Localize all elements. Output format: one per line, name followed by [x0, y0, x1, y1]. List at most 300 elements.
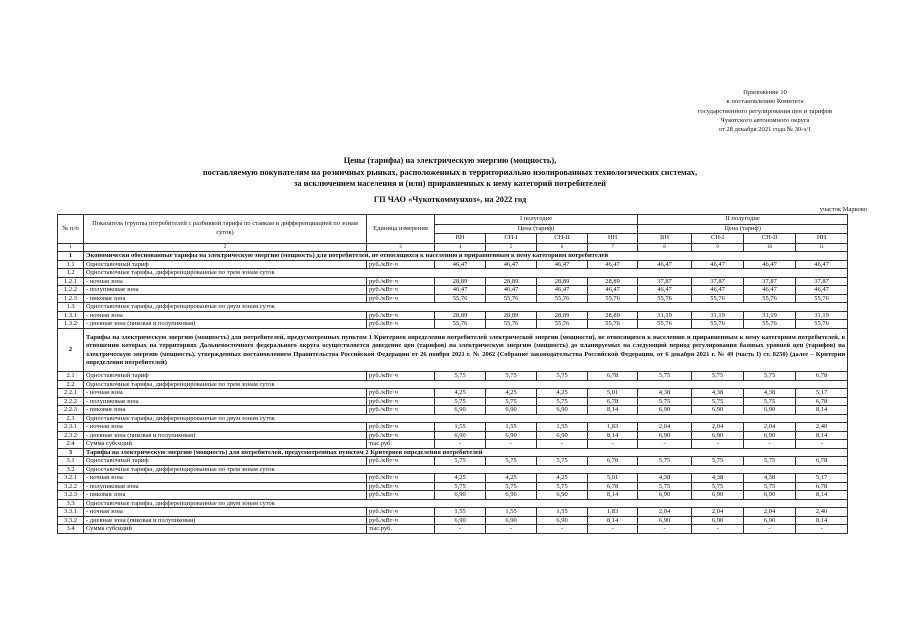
row-indicator: - ночная зона [84, 311, 367, 320]
annex-line: к постановлению Комитета [726, 98, 804, 106]
row-value: 55,76 [692, 294, 744, 303]
row-indicator: Одноставочные тарифы, дифференцированные по двум зонам суток [84, 414, 848, 423]
row-value: 5,75 [744, 397, 796, 406]
row-value: 31,19 [692, 311, 744, 320]
row-value: 1,55 [537, 508, 588, 517]
row-value: - [796, 440, 848, 449]
title-line: за исключением населения и (или) приравненных к нему категорий потребителей [294, 179, 606, 189]
column-number: 3 [367, 243, 435, 252]
row-num: 2.2.2 [58, 397, 84, 406]
row-num: 2.4 [58, 440, 84, 449]
row-num: 3.2.1 [58, 474, 84, 483]
row-value: 8,14 [588, 431, 638, 440]
row-value: 6,78 [588, 457, 638, 466]
row-value: 6,90 [638, 431, 692, 440]
row-value: 1,55 [435, 423, 486, 432]
header-sn2: СН-II [537, 234, 588, 244]
row-unit: руб./кВт·ч [367, 423, 435, 432]
header-sn1: СН-I [692, 234, 744, 244]
row-value: 28,89 [537, 277, 588, 286]
header-vn: ВН [435, 234, 486, 244]
header-num: № п/п [58, 215, 84, 244]
table-row [58, 406, 848, 415]
row-value: 1,55 [486, 423, 537, 432]
table-row [58, 260, 848, 269]
row-value: 8,14 [796, 516, 848, 525]
row-value: 4,25 [537, 389, 588, 398]
row-value: 5,75 [692, 397, 744, 406]
row-indicator: - пиковая зона [84, 491, 367, 500]
row-value: 28,89 [588, 311, 638, 320]
row-indicator: Одноставочные тарифы, дифференцированные по трем зонам суток [84, 269, 848, 278]
annex-line: государственного регулирования цен и тарифов [697, 107, 833, 115]
row-unit: руб./кВт·ч [367, 406, 435, 415]
row-value: 8,14 [796, 406, 848, 415]
row-indicator: - пиковая зона [84, 406, 367, 415]
row-value: 5,75 [537, 457, 588, 466]
row-unit: тыс.руб. [367, 440, 435, 449]
row-value: 5,75 [692, 372, 744, 381]
header-nn: НН [588, 234, 638, 244]
row-value: - [638, 525, 692, 534]
row-value: 55,76 [796, 320, 848, 329]
row-value: 4,38 [638, 474, 692, 483]
table-row [58, 294, 848, 303]
row-unit: руб./кВт·ч [367, 372, 435, 381]
table-row [58, 252, 848, 261]
header-sn2: СН-II [744, 234, 796, 244]
row-indicator: - полупиковая зона [84, 397, 367, 406]
row-value: 5,75 [692, 482, 744, 491]
row-value: 6,90 [435, 516, 486, 525]
row-num: 1.2.2 [58, 286, 84, 295]
row-value: 46,47 [435, 260, 486, 269]
row-value: 55,76 [486, 320, 537, 329]
row-value: 6,90 [638, 491, 692, 500]
row-value: 6,90 [744, 431, 796, 440]
row-num: 2.2.3 [58, 406, 84, 415]
annex-block [680, 88, 850, 134]
table-row [58, 508, 848, 517]
header-vn: ВН [638, 234, 692, 244]
row-value: - [435, 525, 486, 534]
row-indicator: Одноставочные тарифы, дифференцированные по двум зонам суток [84, 499, 848, 508]
row-value: 46,47 [692, 286, 744, 295]
row-value: 5,75 [435, 372, 486, 381]
row-num: 3.3.1 [58, 508, 84, 517]
row-value: 6,90 [486, 406, 537, 415]
row-value: 37,87 [744, 277, 796, 286]
row-value: 6,90 [744, 516, 796, 525]
table-row [58, 516, 848, 525]
row-value: 4,38 [638, 389, 692, 398]
row-value: 5,75 [692, 457, 744, 466]
row-value: 28,89 [486, 277, 537, 286]
row-value: 6,90 [692, 491, 744, 500]
row-unit: руб./кВт·ч [367, 474, 435, 483]
row-num: 1.3.2 [58, 320, 84, 329]
row-value: 4,38 [692, 474, 744, 483]
row-num: 2.1 [58, 372, 84, 381]
row-value: 2,04 [692, 508, 744, 517]
row-indicator: Одноставочный тариф [84, 372, 367, 381]
row-num: 3.3.2 [58, 516, 84, 525]
row-value: 4,25 [486, 474, 537, 483]
row-unit: руб./кВт·ч [367, 389, 435, 398]
row-indicator: - дневная зона (пиковая и полупиковая) [84, 431, 367, 440]
row-indicator: Одноставочный тариф [84, 457, 367, 466]
row-value: 1,83 [588, 508, 638, 517]
column-number: 2 [84, 243, 367, 252]
row-value: 6,90 [537, 431, 588, 440]
row-value: - [796, 525, 848, 534]
row-indicator: Одноставочные тарифы, дифференцированные по трем зонам суток [84, 380, 848, 389]
row-value: 5,75 [435, 397, 486, 406]
row-value: 4,38 [744, 389, 796, 398]
row-unit: руб./кВт·ч [367, 286, 435, 295]
table-row [58, 431, 848, 440]
row-value: 46,47 [486, 286, 537, 295]
row-value: - [537, 525, 588, 534]
row-num: 3.2.2 [58, 482, 84, 491]
row-value: 46,47 [744, 260, 796, 269]
row-value: 55,76 [435, 294, 486, 303]
document-title [60, 155, 840, 205]
row-unit: руб./кВт·ч [367, 277, 435, 286]
row-num: 3.4 [58, 525, 84, 534]
row-value: 46,47 [588, 260, 638, 269]
row-value: 28,89 [486, 311, 537, 320]
row-value: 1,55 [435, 508, 486, 517]
table-body-section-2-3 [58, 372, 848, 534]
row-num: 1.3.1 [58, 311, 84, 320]
row-value: 55,76 [638, 294, 692, 303]
row-value: 6,90 [692, 431, 744, 440]
row-value: 5,75 [435, 457, 486, 466]
row-value: 4,25 [537, 474, 588, 483]
table-row [58, 303, 848, 312]
row-value: 2,04 [744, 508, 796, 517]
row-value: 55,76 [744, 320, 796, 329]
row-value: 46,47 [537, 260, 588, 269]
row-value: 55,76 [796, 294, 848, 303]
row-value: 6,90 [486, 491, 537, 500]
row-unit: руб./кВт·ч [367, 482, 435, 491]
row-unit: руб./кВт·ч [367, 516, 435, 525]
row-value: 5,75 [486, 397, 537, 406]
row-value: 5,01 [588, 474, 638, 483]
row-unit: руб./кВт·ч [367, 320, 435, 329]
column-number: 8 [638, 243, 692, 252]
row-indicator: - пиковая зона [84, 294, 367, 303]
header-half-1: I полугодие [435, 215, 638, 225]
row-indicator: - дневная зона (пиковая и полупиковая) [84, 516, 367, 525]
row-value: 31,19 [638, 311, 692, 320]
row-value: 6,90 [435, 491, 486, 500]
row-indicator: - дневная зона (пиковая и полупиковая) [84, 320, 367, 329]
row-value: 2,04 [692, 423, 744, 432]
row-value: - [588, 440, 638, 449]
row-value: - [486, 525, 537, 534]
table-row [58, 474, 848, 483]
row-value: 5,75 [486, 482, 537, 491]
row-value: 8,14 [796, 431, 848, 440]
row-value: 5,75 [486, 457, 537, 466]
row-value: 31,19 [744, 311, 796, 320]
row-unit: руб./кВт·ч [367, 431, 435, 440]
table-body-section-2-heading [58, 328, 848, 372]
row-unit: руб./кВт·ч [367, 508, 435, 517]
row-value: 4,38 [744, 474, 796, 483]
row-value: 6,90 [638, 406, 692, 415]
row-value: - [588, 525, 638, 534]
row-value: 55,76 [537, 320, 588, 329]
row-num: 3.2.3 [58, 491, 84, 500]
row-value: 55,76 [588, 320, 638, 329]
row-value: - [744, 525, 796, 534]
column-number: 7 [588, 243, 638, 252]
row-value: 5,17 [796, 474, 848, 483]
row-value: 6,90 [435, 406, 486, 415]
row-value: - [537, 440, 588, 449]
row-value: - [486, 440, 537, 449]
row-value: - [435, 440, 486, 449]
row-value: 2,40 [796, 423, 848, 432]
column-number: 4 [435, 243, 486, 252]
section-2-row [58, 328, 848, 372]
row-value: 5,75 [744, 457, 796, 466]
row-num: 2 [58, 328, 84, 372]
row-value: 6,90 [537, 406, 588, 415]
table-row [58, 277, 848, 286]
row-value: 6,90 [692, 516, 744, 525]
row-value: 46,47 [435, 286, 486, 295]
row-indicator: - ночная зона [84, 389, 367, 398]
row-value: 6,90 [638, 516, 692, 525]
row-value: 46,47 [537, 286, 588, 295]
header-nn: НН [796, 234, 848, 244]
row-num: 2.3.2 [58, 431, 84, 440]
table-header [58, 215, 848, 252]
row-unit: руб./кВт·ч [367, 491, 435, 500]
row-unit: руб./кВт·ч [367, 260, 435, 269]
annex-line: от 28 декабря 2021 года № 30-э/1 [718, 126, 812, 134]
row-value: 1,55 [537, 423, 588, 432]
row-value: - [692, 525, 744, 534]
row-num: 2.2.1 [58, 389, 84, 398]
row-value: - [638, 440, 692, 449]
row-value: 55,76 [588, 294, 638, 303]
row-value: 6,90 [435, 431, 486, 440]
table-row [58, 465, 848, 474]
table-row [58, 320, 848, 329]
row-value: 6,78 [796, 397, 848, 406]
row-value: 2,04 [744, 423, 796, 432]
row-value: 6,78 [588, 482, 638, 491]
row-value: 46,47 [796, 260, 848, 269]
row-num: 3.2 [58, 465, 84, 474]
row-value: 28,89 [435, 277, 486, 286]
annex-line: Приложение 10 [743, 89, 787, 96]
row-indicator: - ночная зона [84, 474, 367, 483]
header-unit: Единица измерения [367, 215, 435, 244]
row-value: 37,87 [638, 277, 692, 286]
row-value: 1,83 [588, 423, 638, 432]
row-value: 6,90 [692, 406, 744, 415]
row-value: 28,89 [588, 277, 638, 286]
row-value: - [744, 440, 796, 449]
row-value: 6,90 [537, 491, 588, 500]
row-value: 2,04 [638, 423, 692, 432]
row-num: 1.1 [58, 260, 84, 269]
table-body-section-1 [58, 252, 848, 329]
row-value: 5,75 [486, 372, 537, 381]
table-row [58, 397, 848, 406]
row-value: 6,90 [744, 491, 796, 500]
table-row [58, 380, 848, 389]
row-num: 1.2 [58, 269, 84, 278]
table-row [58, 499, 848, 508]
row-value: 5,75 [638, 457, 692, 466]
table-row [58, 311, 848, 320]
table-row [58, 389, 848, 398]
row-value: 55,76 [744, 294, 796, 303]
row-value: 8,14 [588, 516, 638, 525]
row-value: 46,47 [638, 286, 692, 295]
row-value: 4,25 [435, 389, 486, 398]
table-row [58, 414, 848, 423]
row-value: 28,89 [537, 311, 588, 320]
row-value: 6,78 [796, 372, 848, 381]
section-2-text: Тарифы на электрическую энергию (мощность) для потребителей, предусмотренных пунктом 1 Критериев определения потребителей электрической энергии (мощности), не относящихся к населению и приравненным к нему категориям потребителей, в отношении которых на территориях Дальневосточного федерального округа осуществляется доведение цен (тарифов) на электрическую энергию (мощность) до планируемых на следующий период регулирования базовых уровней цен (тарифов) на электрическую энергию (мощность), утвержденных постановлением Правительства Российской Федерации от 26 ноября 2021 г. № 2062 (Собрание законодательства Российской Федерации, от 6 декабря 2021 г. № 49 (часть I) ст. 8250) (далее – Критерии определения потребителей) [84, 328, 848, 372]
row-value: 6,78 [796, 482, 848, 491]
annex-line: Чукотского автономного округа [720, 116, 810, 124]
column-number: 5 [486, 243, 537, 252]
row-num: 2.3 [58, 414, 84, 423]
row-unit: руб./кВт·ч [367, 457, 435, 466]
row-value: 31,19 [796, 311, 848, 320]
table-row [58, 269, 848, 278]
row-num: 2.2 [58, 380, 84, 389]
row-value: 8,14 [588, 491, 638, 500]
row-indicator: Тарифы на электрическую энергию (мощность) для потребителей, предусмотренных пунктом 2 Критериев определения потребителей [84, 448, 848, 457]
row-value: 6,90 [537, 516, 588, 525]
row-num: 3.1 [58, 457, 84, 466]
row-value: 4,38 [692, 389, 744, 398]
row-indicator: - ночная зона [84, 508, 367, 517]
row-value: 55,76 [537, 294, 588, 303]
row-num: 3.3 [58, 499, 84, 508]
column-number: 6 [537, 243, 588, 252]
column-number: 10 [744, 243, 796, 252]
row-indicator: Сумма субсидий [84, 440, 367, 449]
table-row [58, 372, 848, 381]
row-value: 46,47 [486, 260, 537, 269]
row-value: 55,76 [486, 294, 537, 303]
row-value: 8,14 [796, 491, 848, 500]
organization-name: ГП ЧАО «Чукоткоммунхоз», на 2022 год [373, 194, 527, 204]
row-unit: руб./кВт·ч [367, 311, 435, 320]
row-value: 55,76 [638, 320, 692, 329]
row-value: 8,14 [588, 406, 638, 415]
row-value: 5,75 [638, 482, 692, 491]
tariff-table [57, 214, 848, 534]
row-value: 28,89 [435, 311, 486, 320]
table-row [58, 440, 848, 449]
row-value: 46,47 [796, 286, 848, 295]
table-row [58, 448, 848, 457]
column-number: 9 [692, 243, 744, 252]
header-indicator: Показатель (группы потребителей с разбивкой тарифа по ставкам и дифференциацией по зонам суток) [84, 215, 367, 244]
row-num: 3 [58, 448, 84, 457]
row-value: 2,40 [796, 508, 848, 517]
header-sn1: СН-I [486, 234, 537, 244]
row-value: 46,47 [588, 286, 638, 295]
row-indicator: Экономически обоснованные тарифы на электрическую энергию (мощность) для потребителей, не относящихся к населению и приравненным к нему категориям потребителей [84, 252, 848, 261]
row-value: 5,17 [796, 389, 848, 398]
table-row [58, 286, 848, 295]
row-value: 6,90 [744, 406, 796, 415]
row-indicator: Одноставочные тарифы, дифференцированные по трем зонам суток [84, 465, 848, 474]
row-indicator: Сумма субсидий [84, 525, 367, 534]
table-row [58, 491, 848, 500]
row-value: 37,87 [692, 277, 744, 286]
row-indicator: Одноставочный тариф [84, 260, 367, 269]
row-value: 2,04 [638, 508, 692, 517]
row-value: 5,75 [638, 397, 692, 406]
table-row [58, 457, 848, 466]
row-num: 1 [58, 252, 84, 261]
row-unit: руб./кВт·ч [367, 294, 435, 303]
row-num: 2.3.1 [58, 423, 84, 432]
row-value: 46,47 [638, 260, 692, 269]
row-value: 6,78 [588, 372, 638, 381]
row-value: 1,55 [486, 508, 537, 517]
row-value: 55,76 [692, 320, 744, 329]
row-value: 6,78 [588, 397, 638, 406]
row-value: 6,90 [486, 516, 537, 525]
column-number: 1 [58, 243, 84, 252]
table-row [58, 423, 848, 432]
row-indicator: - ночная зона [84, 277, 367, 286]
row-value: 4,25 [435, 474, 486, 483]
row-num: 1.2.1 [58, 277, 84, 286]
row-value: 4,25 [486, 389, 537, 398]
row-value: 37,87 [796, 277, 848, 286]
title-line: поставляемую покупателям на розничных рынках, расположенных в территориально изолированных технологических системах, [202, 167, 698, 177]
row-value: 5,75 [638, 372, 692, 381]
header-half-2: II полугодие [638, 215, 848, 225]
row-value: 5,75 [435, 482, 486, 491]
row-unit: тыс.руб. [367, 525, 435, 534]
table-row [58, 482, 848, 491]
row-value: 46,47 [692, 260, 744, 269]
row-value: 6,90 [486, 431, 537, 440]
location-label: участок Марково [819, 206, 867, 213]
row-num: 1.3 [58, 303, 84, 312]
row-value: 5,75 [744, 482, 796, 491]
row-indicator: Одноставочные тарифы, дифференцированные по двум зонам суток [84, 303, 848, 312]
row-value: 5,01 [588, 389, 638, 398]
row-value: 5,75 [537, 482, 588, 491]
column-number: 11 [796, 243, 848, 252]
row-value: 5,75 [537, 372, 588, 381]
row-value: 5,75 [744, 372, 796, 381]
header-price-2: Цена (тариф) [638, 224, 848, 234]
row-num: 1.2.3 [58, 294, 84, 303]
row-indicator: - полупиковая зона [84, 286, 367, 295]
row-value: 5,75 [537, 397, 588, 406]
